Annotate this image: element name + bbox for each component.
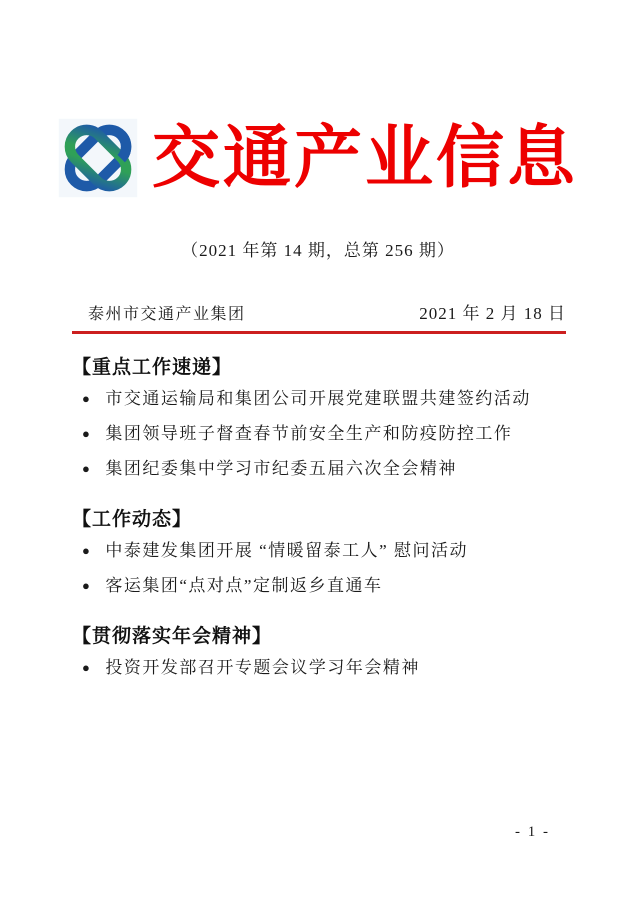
bullet-icon: ● — [82, 543, 92, 558]
section-heading: 【贯彻落实年会精神】 — [72, 626, 273, 647]
masthead — [0, 118, 636, 198]
bullet-icon: ● — [82, 578, 92, 593]
section-item-list — [72, 541, 572, 613]
company-logo-icon — [58, 118, 138, 198]
list-item — [82, 541, 572, 562]
section-item-list — [72, 658, 572, 695]
issue-line: （2021 年第 14 期，总第 256 期） — [181, 241, 455, 260]
list-item — [82, 459, 572, 480]
list-item-text: 中泰建发集团开展 “情暖留泰工人” 慰问活动 — [105, 541, 468, 560]
red-divider — [72, 331, 566, 334]
list-item — [82, 389, 572, 410]
section-heading: 【重点工作速递】 — [72, 357, 233, 378]
list-item-text: 集团领导班子督查春节前安全生产和防疫防控工作 — [105, 424, 513, 443]
issue-date: 2021 年 2 月 18 日 — [419, 304, 566, 323]
sections-container — [72, 344, 572, 695]
bullet-icon: ● — [82, 391, 92, 406]
bullet-icon: ● — [82, 461, 92, 476]
bullet-icon: ● — [82, 660, 92, 675]
list-item — [82, 576, 572, 597]
list-item-text: 投资开发部召开专题会议学习年会精神 — [105, 658, 420, 677]
list-item-text: 客运集团“点对点”定制返乡直通车 — [105, 576, 383, 595]
newsletter-title: 交通产业信息 — [151, 119, 578, 196]
list-item-text: 市交通运输局和集团公司开展党建联盟共建签约活动 — [105, 389, 531, 408]
section — [72, 504, 572, 613]
section-heading: 【工作动态】 — [72, 509, 193, 530]
list-item — [82, 658, 572, 679]
list-item — [82, 424, 572, 445]
list-item-text: 集团纪委集中学习市纪委五届六次全会精神 — [105, 459, 457, 478]
section — [72, 352, 572, 496]
section — [72, 621, 572, 695]
section-item-list — [72, 389, 572, 496]
page-number: - 1 - — [515, 824, 550, 840]
bullet-icon: ● — [82, 426, 92, 441]
meta-row — [72, 299, 566, 324]
organization-name: 泰州市交通产业集团 — [88, 306, 246, 323]
